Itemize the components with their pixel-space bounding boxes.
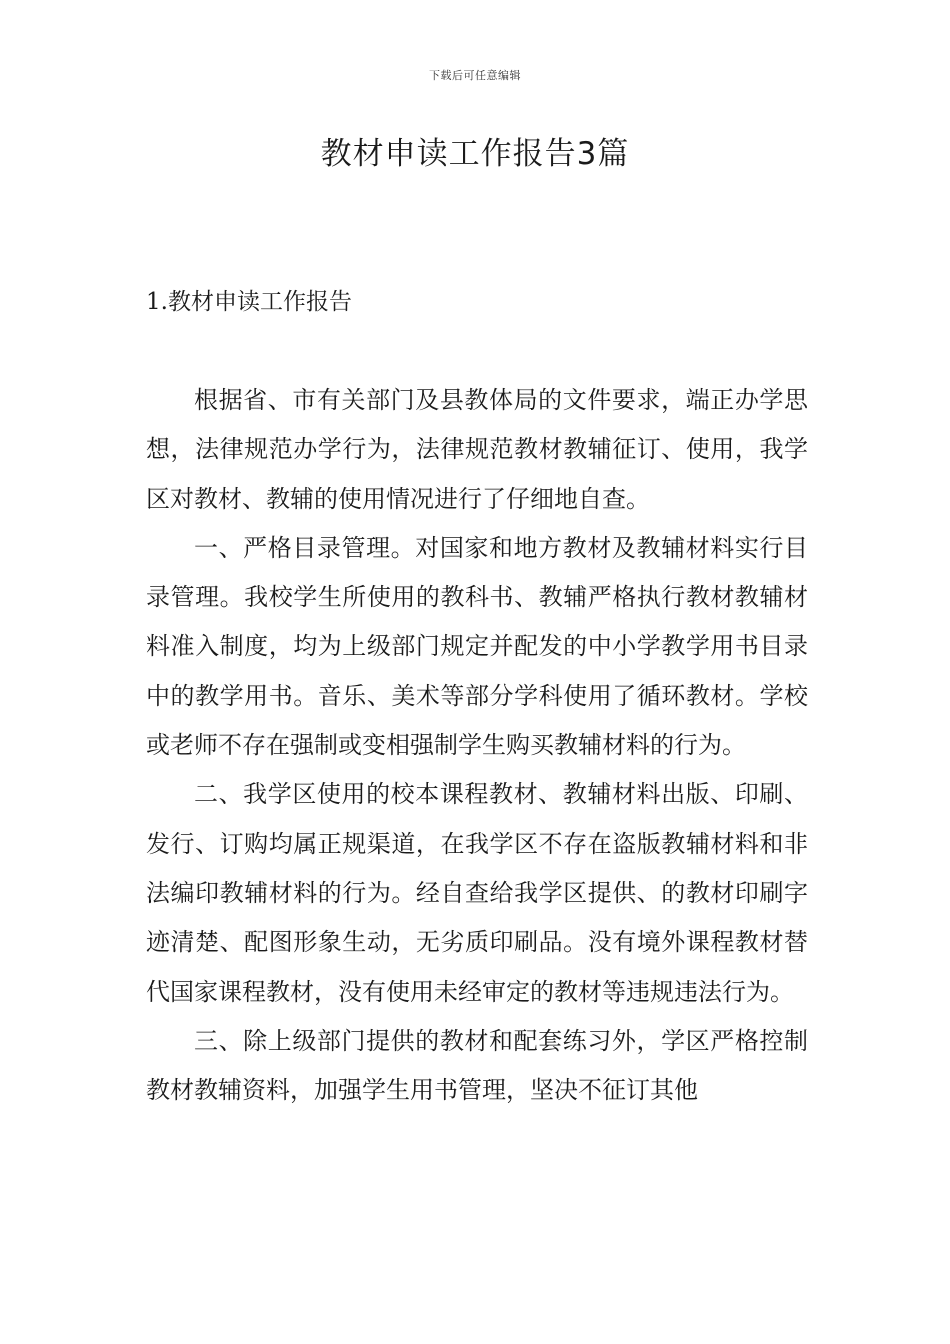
download-note: 下载后可任意编辑 — [429, 69, 521, 82]
body-text — [146, 376, 808, 1115]
paragraph-materials-channels: 二、我学区使用的校本课程教材、教辅材料出版、印刷、发行、订购均属正规渠道，在我学区不存在盗版教辅材料和非法编印教辅材料的行为。经自查给我学区提供、的教材印刷字迹清楚、配图形象生动，无劣质印刷品。没有境外课程教材替代国家课程教材，没有使用未经审定的教材等违规违法行为。 — [146, 780, 808, 1006]
paragraph-materials-control: 三、除上级部门提供的教材和配套练习外，学区严格控制教材教辅资料，加强学生用书管理，坚决不征订其他 — [146, 1026, 808, 1105]
paragraph-intro: 根据省、市有关部门及县教体局的文件要求，端正办学思想，法律规范办学行为，法律规范教材教辅征订、使用，我学区对教材、教辅的使用情况进行了仔细地自查。 — [146, 386, 808, 513]
paragraph-catalog-management: 一、严格目录管理。对国家和地方教材及教辅材料实行目录管理。我校学生所使用的教科书、教辅严格执行教材教辅材料准入制度，均为上级部门规定并配发的中小学教学用书目录中的教学用书。音乐、美术等部分学科使用了循环教材。学校或老师不存在强制或变相强制学生购买教辅材料的行为。 — [146, 533, 808, 760]
section-heading: 1.教材申读工作报告 — [146, 289, 352, 315]
document-title: 教材申读工作报告3篇 — [320, 136, 630, 172]
